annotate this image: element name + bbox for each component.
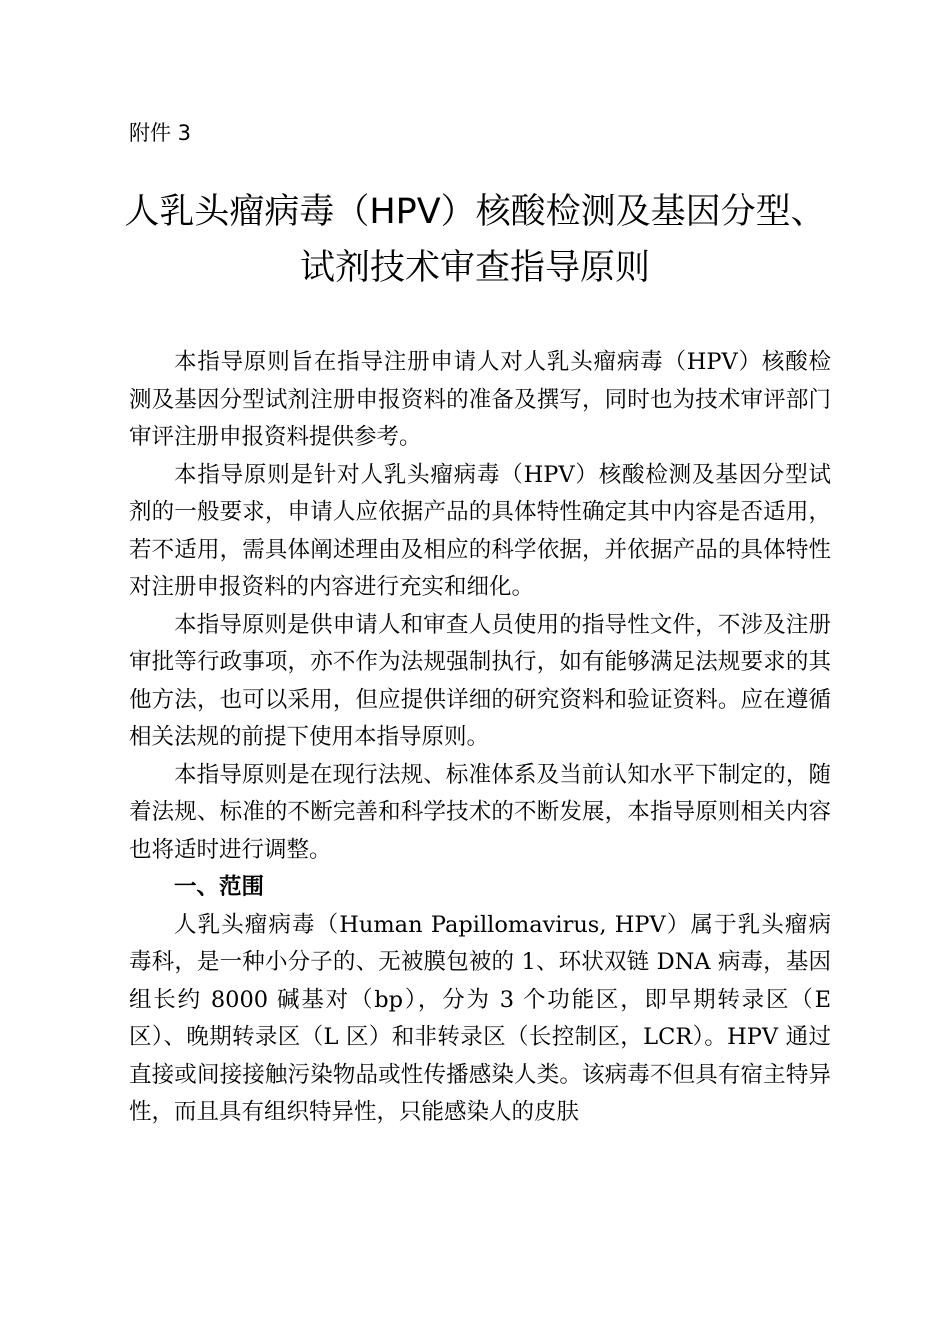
document-body bbox=[129, 344, 831, 1132]
intro-paragraph-3: 本指导原则是供申请人和审查人员使用的指导性文件，不涉及注册审批等行政事项，亦不作为法规强制执行，如有能够满足法规要求的其他方法，也可以采用，但应提供详细的研究资料和验证资料。应在遵循相关法规的前提下使用本指导原则。 bbox=[129, 611, 831, 750]
intro-paragraph-2: 本指导原则是针对人乳头瘤病毒（HPV）核酸检测及基因分型试剂的一般要求，申请人应依据产品的具体特性确定其中内容是否适用，若不适用，需具体阐述理由及相应的科学依据，并依据产品的具体特性对注册申报资料的内容进行充实和细化。 bbox=[129, 461, 831, 600]
attachment-label: 附件 3 bbox=[129, 121, 192, 145]
title-line-1: 人乳头瘤病毒（HPV）核酸检测及基因分型、 bbox=[124, 192, 826, 232]
title-line-2: 试剂技术审查指导原则 bbox=[299, 248, 650, 288]
document-title bbox=[80, 184, 870, 296]
intro-paragraph-1: 本指导原则旨在指导注册申请人对人乳头瘤病毒（HPV）核酸检测及基因分型试剂注册申报资料的准备及撰写，同时也为技术审评部门审评注册申报资料提供参考。 bbox=[129, 349, 831, 450]
intro-paragraph-4: 本指导原则是在现行法规、标准体系及当前认知水平下制定的，随着法规、标准的不断完善和科学技术的不断发展，本指导原则相关内容也将适时进行调整。 bbox=[129, 761, 831, 863]
scope-paragraph: 人乳头瘤病毒（Human Papillomavirus, HPV）属于乳头瘤病毒科，是一种小分子的、无被膜包被的 1、环状双链 DNA 病毒，基因组长约 8000 碱基对（bp），分为 3 个功能区，即早期转录区（E 区）、晚期转录区（L 区）和非转录区（长控制区，LCR）。HPV 通过直接或间接接触污染物品或性传播感染人类。该病毒不但具有宿主特异性，而且具有组织特异性，只能感染人的皮肤 bbox=[129, 911, 831, 1125]
section-heading-scope: 一、范围 bbox=[174, 874, 265, 900]
